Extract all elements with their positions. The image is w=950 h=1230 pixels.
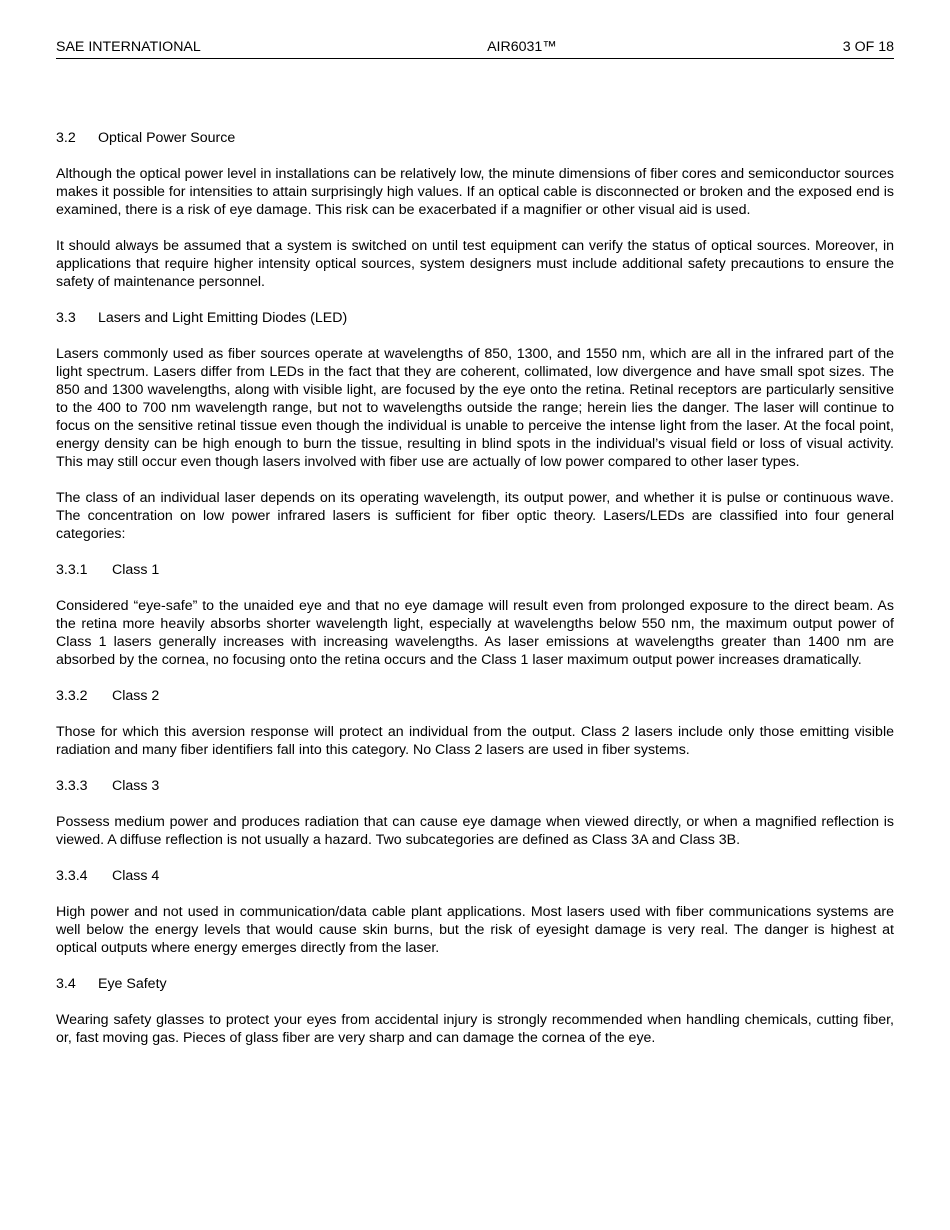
section-title: Optical Power Source [98,130,236,146]
header-organization: SAE INTERNATIONAL [56,39,201,55]
section-title: Class 1 [112,562,160,578]
section-title: Eye Safety [98,976,167,992]
running-header [56,38,894,59]
section-heading-3-3-1 [56,561,894,579]
paragraph: Considered “eye-safe” to the unaided eye and that no eye damage will result even from prolonged exposure to the direct beam. As the retina more heavily absorbs shorter wavelength light, especially at wavelengths below 550 nm, the maximum output power of Class 1 lasers generally increases with increasing wavelengths. As laser emissions at wavelengths greater than 1400 nm are absorbed by the cornea, no focusing onto the retina occurs and the Class 1 laser maximum output power increases dramatically. [56,598,894,668]
section-number: 3.2 [56,130,76,146]
section-number: 3.3.4 [56,868,88,884]
section-title: Lasers and Light Emitting Diodes (LED) [98,310,348,326]
paragraph: It should always be assumed that a system is switched on until test equipment can verify the status of optical sources. Moreover, in applications that require higher intensity optical sources, system designers must include additional safety precautions to ensure the safety of maintenance personnel. [56,238,894,290]
document-body [56,129,894,1047]
section-heading-3-3-4 [56,867,894,885]
section-title: Class 2 [112,688,160,704]
paragraph: Wearing safety glasses to protect your eyes from accidental injury is strongly recommended when handling chemicals, cutting fiber, or, fast moving gas. Pieces of glass fiber are very sharp and can damage the cornea of the eye. [56,1012,894,1046]
paragraph: Possess medium power and produces radiation that can cause eye damage when viewed directly, or when a magnified reflection is viewed. A diffuse reflection is not usually a hazard. Two subcategories are defined as Class 3A and Class 3B. [56,814,894,848]
section-number: 3.4 [56,976,76,992]
section-title: Class 3 [112,778,160,794]
paragraph: Lasers commonly used as fiber sources operate at wavelengths of 850, 1300, and 1550 nm, which are all in the infrared part of the light spectrum. Lasers differ from LEDs in the fact that they are coherent, collimated, low divergence and have small spot sizes. The 850 and 1300 wavelengths, along with visible light, are focused by the eye onto the retina. Retinal receptors are particularly sensitive to the 400 to 700 nm wavelength range, but not to wavelengths outside the range; herein lies the danger. The laser will continue to focus on the sensitive retinal tissue even though the individual is unable to perceive the intense light from the laser. At the focal point, energy density can be high enough to burn the tissue, resulting in blind spots in the individual’s visual field or loss of visual activity. This may still occur even though lasers involved with fiber use are actually of low power compared to other laser types. [56,346,894,470]
section-title: Class 4 [112,868,160,884]
paragraph: Although the optical power level in installations can be relatively low, the minute dimensions of fiber cores and semiconductor sources makes it possible for intensities to attain surprisingly high values. If an optical cable is disconnected or broken and the exposed end is examined, there is a risk of eye damage. This risk can be exacerbated if a magnifier or other visual aid is used. [56,166,894,218]
section-heading-3-2 [56,129,894,147]
section-heading-3-3 [56,309,894,327]
section-heading-3-3-2 [56,687,894,705]
section-heading-3-4 [56,975,894,993]
section-number: 3.3.3 [56,778,88,794]
section-number: 3.3 [56,310,76,326]
section-number: 3.3.2 [56,688,88,704]
section-heading-3-3-3 [56,777,894,795]
header-document-id: AIR6031™ [487,39,557,55]
paragraph: Those for which this aversion response will protect an individual from the output. Class 2 lasers include only those emitting visible radiation and many fiber identifiers fall into this category. No Class 2 lasers are used in fiber systems. [56,724,894,758]
paragraph: High power and not used in communication/data cable plant applications. Most lasers used with fiber communications systems are well below the energy levels that would cause skin burns, but the risk of eyesight damage is very real. The danger is highest at optical outputs where energy emerges directly from the laser. [56,904,894,956]
document-page [56,38,894,1065]
header-page-number: 3 OF 18 [842,39,894,55]
section-number: 3.3.1 [56,562,88,578]
paragraph: The class of an individual laser depends on its operating wavelength, its output power, and whether it is pulse or continuous wave. The concentration on low power infrared lasers is sufficient for fiber optic theory. Lasers/LEDs are classified into four general categories: [56,490,894,542]
